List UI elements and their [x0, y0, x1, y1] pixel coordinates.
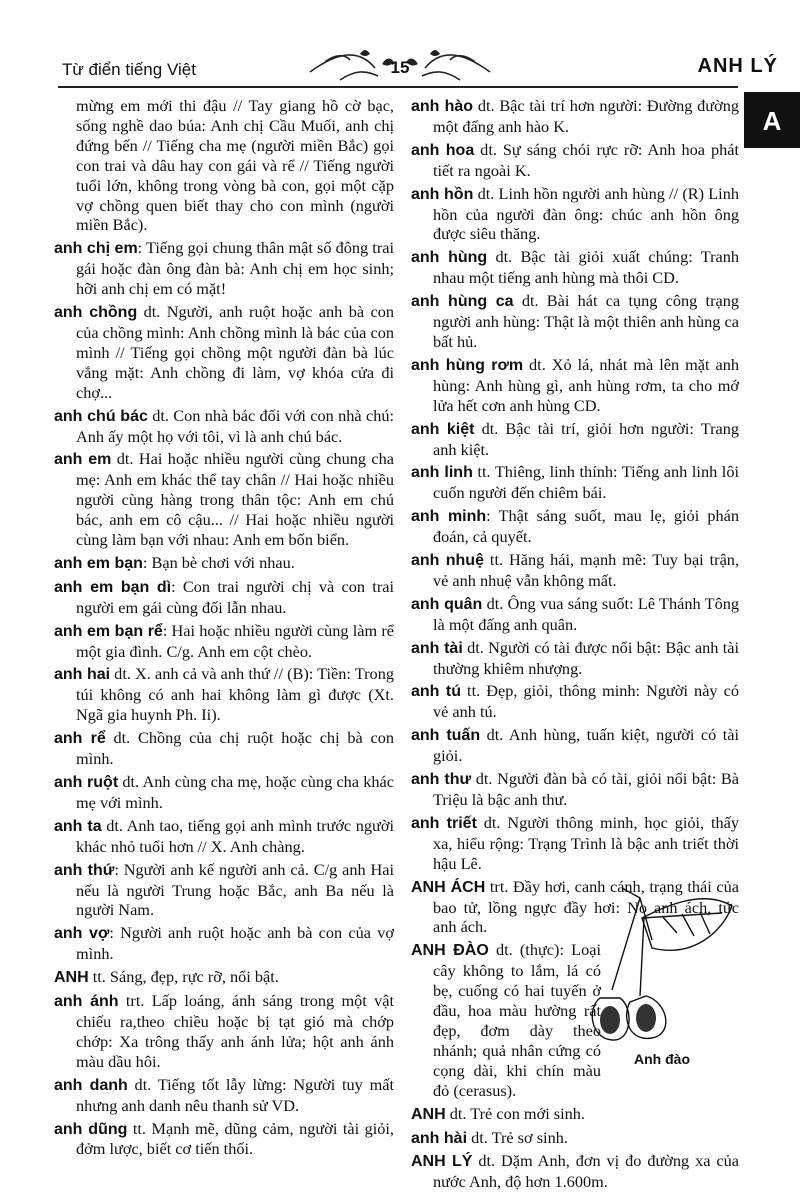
- definition: dt. Bậc tài giỏi xuất chúng: Tranh nhau một tiếng anh hùng mà thôi CD.: [433, 247, 740, 288]
- page-header: [0, 0, 800, 88]
- dictionary-entry: [54, 772, 394, 813]
- dictionary-entry: [54, 302, 394, 403]
- headword: anh linh: [411, 464, 473, 482]
- headword: ANH LÝ: [411, 1153, 473, 1171]
- headword: anh em bạn: [54, 554, 143, 572]
- header-rule: [58, 86, 738, 88]
- headword: anh nhuệ: [411, 552, 484, 570]
- definition: : Con trai người chị và con trai người em gái cùng đối lẫn nhau.: [76, 576, 394, 617]
- dictionary-entry: [54, 967, 394, 988]
- definition: trt. Đầy hơi, canh cánh, trạng thái của bao tử, lồng ngực đầy hơi: No anh ách, tức anh ách.: [433, 876, 739, 937]
- definition: dt. (thực): Loại cây không to lắm, lá có bẹ, cuống có hai tuyến ở đầu, hoa màu hường rất đẹp, đơm dày theo nhánh; quả nhân cứng có cọng dài, khi chín màu đỏ (cerasus).: [433, 940, 601, 1100]
- dictionary-entry: [411, 419, 739, 460]
- left-column: [54, 96, 394, 1162]
- definition: dt. Anh tao, tiếng gọi anh mình trước người khác nhỏ tuổi hơn // X. Anh chàng.: [76, 815, 394, 856]
- headword: anh tài: [411, 639, 463, 657]
- headword: anh ta: [54, 817, 102, 835]
- definition: : Hai hoặc nhiều người cùng làm rể một gia đình. C/g. Anh em cột chèo.: [76, 620, 394, 661]
- dictionary-entry: [54, 96, 394, 235]
- definition: dt. Linh hồn người anh hùng // (R) Linh hồn của người đàn ông: chúc anh hồn ông được siêu thăng.: [433, 183, 739, 244]
- headword: anh thứ: [54, 861, 115, 879]
- book-title: Từ điển tiếng Việt: [62, 60, 196, 79]
- dictionary-entry: [411, 506, 739, 547]
- headword: anh dũng: [54, 1120, 128, 1138]
- headword: anh rể: [54, 730, 106, 748]
- definition: tt. Mạnh mẽ, dũng cảm, người tài giỏi, đởm lược, biết cơ tiến thối.: [76, 1118, 394, 1159]
- headword: anh hai: [54, 666, 111, 684]
- dictionary-entry: [411, 769, 739, 810]
- definition: dt. Trẻ con mới sinh.: [445, 1103, 586, 1123]
- headword: anh hài: [411, 1129, 468, 1147]
- headword: anh hùng ca: [411, 293, 514, 311]
- definition: dt. Người thông minh, học giỏi, thấy xa, hiểu rộng: Trạng Trình là bậc anh triết thời hậu Lê.: [433, 812, 739, 873]
- dictionary-entry: [411, 813, 739, 874]
- dictionary-entry: [54, 860, 394, 921]
- headword: anh ánh: [54, 993, 119, 1011]
- headword: anh em bạn dì: [54, 578, 172, 596]
- definition: dt. Hai hoặc nhiều người cùng chung cha mẹ: Anh em khác thể tay chân // Hai hoặc nhiều người cùng hàng trong thân tộc: Anh em chú bác, anh em cô cậu... // Hai hoặc nhiều người cùng làm bạn với nhau: Anh em bốn biển.: [76, 449, 395, 550]
- definition: : Tiếng gọi chung thân mật số đông trai gái hoặc đàn ông đàn bà: Anh chị em học sinh; hỡi anh chị em có mặt!: [76, 238, 395, 299]
- headword: anh tú: [411, 683, 461, 701]
- headword: anh kiệt: [411, 420, 475, 438]
- headword: anh vợ: [54, 925, 110, 943]
- headword: anh quân: [411, 595, 483, 613]
- figure-caption: Anh đào: [634, 1051, 690, 1067]
- definition: dt. Xỏ lá, nhát mà lên mặt anh hùng: Anh hùng gì, anh hùng rơm, ta cho mớ lửa hết cơn anh hùng CD.: [433, 354, 739, 415]
- headword: anh minh: [411, 508, 487, 526]
- dictionary-entry: [54, 577, 394, 618]
- headword: anh danh: [54, 1076, 128, 1094]
- definition: dt. Bài hát ca tụng công trạng người anh hùng: Thật là một thiên anh hùng ca bất hủ.: [433, 291, 739, 351]
- dictionary-entry: [411, 184, 739, 245]
- definition: tt. Đẹp, giỏi, thông minh: Người này có vẻ anh tú.: [433, 681, 739, 722]
- dictionary-entry: [411, 940, 601, 1100]
- headword: anh em: [54, 451, 112, 469]
- definition: dt. Trẻ sơ sinh.: [467, 1127, 568, 1147]
- ornament-icon: [300, 40, 500, 88]
- running-head: ANH LÝ: [697, 55, 778, 77]
- headword: anh em bạn rể: [54, 622, 163, 640]
- cherry-illustration: [582, 878, 742, 1068]
- definition: dt. Bậc tài trí hơn người: Đường đường một đấng anh hào K.: [433, 96, 739, 136]
- dictionary-entry: [411, 594, 739, 635]
- dictionary-entry: [411, 1151, 739, 1192]
- definition: dt. Anh hùng, tuấn kiệt, người có tài giỏi.: [433, 725, 739, 766]
- dictionary-entry: [411, 355, 739, 416]
- definition: dt. Người đàn bà có tài, giỏi nổi bật: Bà Triệu là bậc anh thư.: [433, 769, 740, 809]
- headword: anh chồng: [54, 304, 138, 322]
- dictionary-entry: [54, 621, 394, 662]
- headword: ANH ÁCH: [411, 878, 486, 896]
- dictionary-entry: [411, 1104, 739, 1125]
- alphabet-tab-letter: A: [762, 106, 782, 136]
- definition: tt. Hăng hái, mạnh mẽ: Tuy bại trận, vẻ anh nhuệ vẫn không mất.: [433, 550, 740, 590]
- headword: anh hồn: [411, 185, 474, 203]
- dictionary-entry: [54, 664, 394, 725]
- headword: anh hùng: [411, 249, 488, 267]
- headword: anh hào: [411, 98, 474, 115]
- headword: anh ruột: [54, 774, 119, 791]
- headword: anh triết: [411, 814, 477, 832]
- headword: anh chú bác: [54, 407, 148, 425]
- headword: anh hùng rơm: [411, 356, 524, 374]
- definition: dt. Anh cùng cha mẹ, hoặc cùng cha khác mẹ với mình.: [76, 772, 394, 812]
- dictionary-entry: [54, 923, 394, 964]
- dictionary-entry: [411, 462, 739, 503]
- dictionary-entry: [411, 681, 739, 722]
- headword: ANH ĐÀO: [411, 942, 489, 960]
- dictionary-entry: [54, 1075, 394, 1116]
- dictionary-entry: [411, 725, 739, 766]
- dictionary-entry: [411, 550, 739, 591]
- dictionary-entry: [54, 816, 394, 857]
- dictionary-entry: [54, 238, 394, 299]
- dictionary-entry: [54, 991, 394, 1072]
- entry-continuation: mừng em mới thi đậu // Tay giang hồ cờ bạc, sống nghề dao búa: Anh chị Cầu Muối, anh chị đứng bến // Tiếng cha mẹ (người miền Bắc) gọi con trai và dâu hay con gái và rể // Tiếng người tuổi lớn, không trong vòng bà con, gọi một cặp vợ chồng quen biết thay cho con mình (người miền Bắc).: [76, 96, 394, 235]
- dictionary-entry: [54, 728, 394, 769]
- dictionary-entry: [411, 247, 739, 288]
- definition: dt. X. anh cả và anh thứ // (B): Tiền: Trong túi không có anh hai không làm gì được (Xt. Ngã gia huynh Ph. Ii).: [76, 664, 394, 725]
- headword: anh hoa: [411, 141, 475, 159]
- definition: dt. Dặm Anh, đơn vị đo đường xa của nước Anh, độ hơn 1.600m.: [433, 1151, 739, 1192]
- definition: dt. Tiếng tốt lẫy lừng: Người tuy mất nhưng anh danh nêu thanh sử VD.: [76, 1074, 394, 1115]
- dictionary-entry: [411, 140, 739, 181]
- dictionary-entry: [411, 638, 739, 679]
- headword: anh chị em: [54, 240, 138, 258]
- definition: dt. Sự sáng chói rực rỡ: Anh hoa phát tiết ra ngoài K.: [433, 139, 739, 180]
- definition: tt. Sáng, đẹp, rực rỡ, nổi bật.: [88, 967, 279, 987]
- definition: dt. Bậc tài trí, giỏi hơn người: Trang anh kiệt.: [433, 418, 739, 459]
- headword: ANH: [411, 1105, 446, 1123]
- dictionary-entry: [54, 1119, 394, 1160]
- definition: dt. Người, anh ruột hoặc anh bà con của chồng mình: Anh chồng mình là bác của con mình // Tiếng gọi chồng một người đàn bà lúc vắng mặt: Anh chồng đi làm, vợ khóa cửa đi chợ...: [76, 302, 395, 402]
- dictionary-entry: [411, 96, 739, 137]
- dictionary-entry: [411, 1128, 739, 1149]
- definition: trt. Lấp loáng, ánh sáng trong một vật chiếu ra,theo chiều hoặc bị tạt gió mà chớp chớp: Xa trông thấy anh ánh lửa; hột anh ánh màu dầu hôi.: [76, 991, 395, 1071]
- headword: anh tuấn: [411, 727, 481, 745]
- definition: dt. Người có tài được nổi bật: Bậc anh tài thường khiêm nhượng.: [433, 637, 740, 678]
- definition: dt. Chồng của chị ruột hoặc chị bà con mình.: [76, 728, 395, 769]
- cherry-icon: [582, 878, 742, 1046]
- definition: : Người anh ruột hoặc anh bà con của vợ mình.: [76, 923, 394, 964]
- definition: dt. Con nhà bác đối với con nhà chú: Anh ấy một họ với tôi, vì là anh chú bác.: [76, 405, 395, 446]
- page-number: 15: [390, 58, 410, 77]
- dictionary-entry: [54, 449, 394, 550]
- dictionary-entry: [54, 553, 394, 574]
- headword: ANH: [54, 969, 89, 987]
- definition: dt. Ông vua sáng suốt: Lê Thánh Tông là một đấng anh quân.: [433, 593, 740, 634]
- definition: : Bạn bè chơi với nhau.: [142, 552, 295, 572]
- definition: : Người anh kế người anh cả. C/g anh Hai nếu là người Trung hoặc Bắc, anh Ba nếu là người Nam.: [76, 859, 395, 920]
- alphabet-tab: [744, 92, 800, 148]
- dictionary-entry: [54, 406, 394, 447]
- headword: anh thư: [411, 771, 472, 789]
- definition: tt. Thiêng, linh thính: Tiếng anh linh lôi cuốn người đến chiêm bái.: [433, 462, 739, 503]
- dictionary-entry: [411, 291, 739, 352]
- definition: : Thật sáng suốt, mau lẹ, giỏi phán đoán, cả quyết.: [433, 506, 739, 547]
